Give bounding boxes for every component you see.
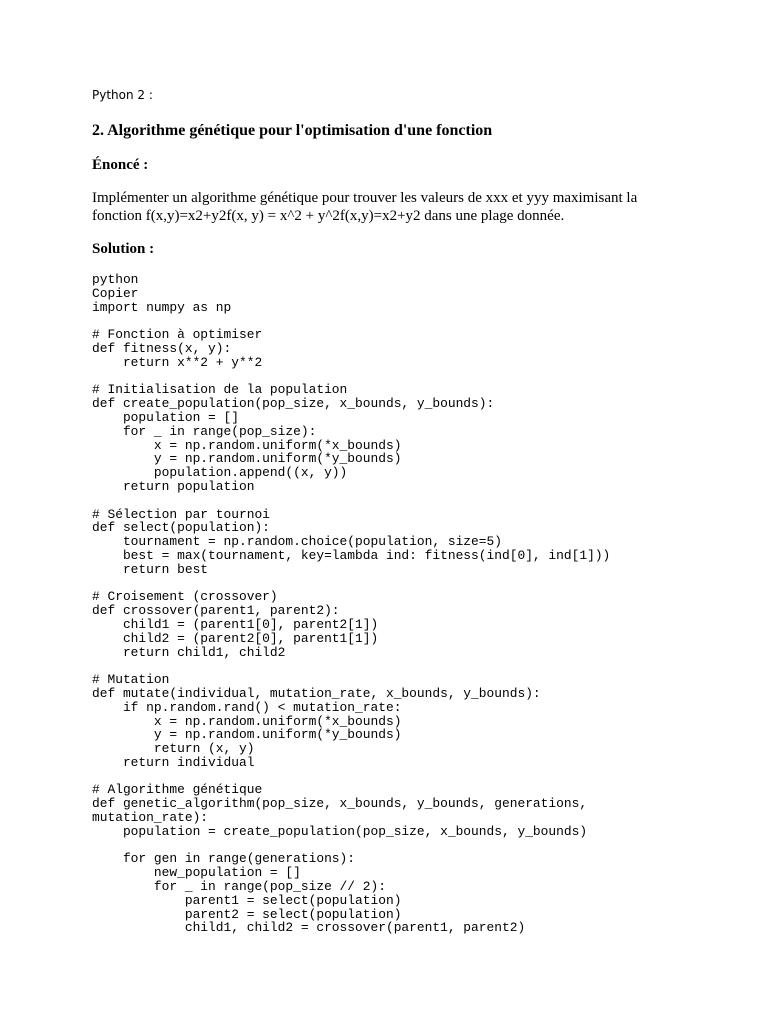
code-line: for _ in range(pop_size // 2): — [92, 879, 386, 895]
header-label: Python 2 : — [92, 88, 153, 102]
code-line: import numpy as np — [92, 299, 232, 315]
code-line: python — [92, 272, 139, 287]
code-line: def genetic_algorithm(pop_size, x_bounds, y_bounds, generations, — [92, 796, 588, 812]
code-line: for gen in range(generations): — [92, 851, 356, 867]
code-line — [92, 659, 610, 673]
statement-line: fonction f(x,y)=x2+y2f(x, y) = x^2 + y^2f(x,y)=x2+y2 dans une plage donnée. — [92, 208, 565, 224]
code-line: return (x, y) — [92, 741, 255, 757]
code-line: child1, child2 = crossover(parent1, parent2) — [92, 920, 526, 936]
code-line: child1 = (parent1[0], parent2[1]) — [92, 616, 379, 632]
code-line — [92, 577, 610, 591]
code-line: def crossover(parent1, parent2): — [92, 603, 340, 619]
code-line: # Initialisation de la population — [92, 382, 348, 398]
code-line — [92, 370, 610, 384]
section-title: 2. Algorithme génétique pour l'optimisation d'une fonction — [92, 122, 493, 139]
code-line: parent2 = select(population) — [92, 906, 402, 922]
code-line: population = [] — [92, 409, 239, 425]
code-line: def select(population): — [92, 520, 270, 536]
code-block — [92, 273, 610, 935]
code-line: return best — [92, 561, 209, 577]
code-line: population = create_population(pop_size, x_bounds, y_bounds) — [92, 823, 588, 839]
code-line: tournament = np.random.choice(population, size=5) — [92, 534, 502, 550]
code-line: # Algorithme génétique — [92, 782, 263, 798]
code-line: def mutate(individual, mutation_rate, x_bounds, y_bounds): — [92, 685, 541, 701]
code-line: mutation_rate): — [92, 810, 209, 826]
statement-line: Implémenter un algorithme génétique pour trouver les valeurs de xxx et yyy maximisant la — [92, 190, 638, 206]
solution-heading: Solution : — [92, 241, 155, 257]
code-line: def create_population(pop_size, x_bounds, y_bounds): — [92, 396, 495, 412]
code-line — [92, 770, 610, 784]
enonce-heading: Énoncé : — [92, 157, 149, 173]
code-line — [92, 314, 610, 328]
code-line: for _ in range(pop_size): — [92, 423, 317, 439]
problem-statement — [92, 189, 732, 225]
code-line: return population — [92, 478, 255, 494]
code-line: # Sélection par tournoi — [92, 506, 270, 522]
code-line: population.append((x, y)) — [92, 465, 348, 481]
code-line: new_population = [] — [92, 865, 301, 881]
code-line: if np.random.rand() < mutation_rate: — [92, 699, 402, 715]
code-line: def fitness(x, y): — [92, 340, 232, 356]
code-line: x = np.random.uniform(*x_bounds) — [92, 437, 402, 453]
code-line: parent1 = select(population) — [92, 892, 402, 908]
code-line: # Fonction à optimiser — [92, 327, 263, 343]
code-line: return individual — [92, 754, 255, 770]
code-line: return x**2 + y**2 — [92, 354, 263, 370]
code-line: # Mutation — [92, 672, 170, 688]
code-line: return child1, child2 — [92, 644, 286, 660]
code-line: x = np.random.uniform(*x_bounds) — [92, 713, 402, 729]
code-line — [92, 839, 610, 853]
code-line: best = max(tournament, key=lambda ind: fitness(ind[0], ind[1])) — [92, 547, 611, 563]
code-line: Copier — [92, 285, 139, 301]
code-line: child2 = (parent2[0], parent1[1]) — [92, 630, 379, 646]
code-line: y = np.random.uniform(*y_bounds) — [92, 451, 402, 467]
code-line: y = np.random.uniform(*y_bounds) — [92, 727, 402, 743]
code-line: # Croisement (crossover) — [92, 589, 278, 605]
code-line — [92, 494, 610, 508]
